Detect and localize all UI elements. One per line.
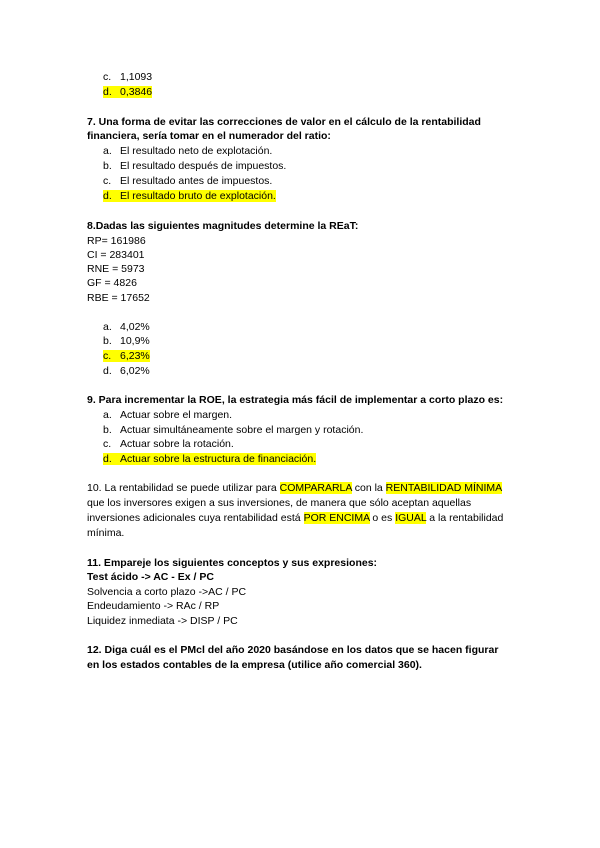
- q11-item-endeudamiento: Endeudamiento -> RAc / RP: [87, 600, 220, 612]
- q9-option-d: d. Actuar sobre la estructura de financiación.: [103, 453, 317, 465]
- q8-data-rne: RNE = 5973: [87, 263, 145, 275]
- q8-title: 8.Dadas las siguientes magnitudes determine la REaT:: [87, 220, 359, 232]
- q6-option-c: c. 1,1093: [103, 71, 153, 83]
- q6-option-d: d. 0,3846: [103, 86, 153, 98]
- q8-data-ci: CI = 283401: [87, 249, 145, 261]
- q12-line1: 12. Diga cuál es el PMcl del año 2020 basándose en los datos que se hacen figurar: [87, 644, 499, 656]
- q8-option-a: a. 4,02%: [103, 321, 150, 333]
- q9-option-a: a. Actuar sobre el margen.: [103, 409, 233, 421]
- q10-highlight-por-encima: POR ENCIMA: [303, 512, 370, 524]
- q11-item-liquidez: Liquidez inmediata -> DISP / PC: [87, 615, 238, 627]
- q8-data-rbe: RBE = 17652: [87, 292, 150, 304]
- q7-option-d: d. El resultado bruto de explotación.: [103, 190, 276, 202]
- q8-option-b: b. 10,9%: [103, 335, 150, 347]
- q9-option-b: b. Actuar simultáneamente sobre el margen y rotación.: [103, 424, 364, 436]
- q11-item-test-acido: Test ácido -> AC - Ex / PC: [87, 571, 214, 583]
- q9-title: 9. Para incrementar la ROE, la estrategia más fácil de implementar a corto plazo es:: [87, 394, 504, 406]
- q7-title-line1: 7. Una forma de evitar las correcciones de valor en el cálculo de la rentabilidad: [87, 116, 481, 128]
- q8-option-d: d. 6,02%: [103, 365, 150, 377]
- q10-line4: mínima.: [87, 527, 125, 539]
- q10-line2: que los inversores exigen a sus inversiones, de manera que sólo aceptan aquellas: [87, 497, 472, 509]
- q10-highlight-compararla: COMPARARLA: [279, 482, 352, 494]
- q8-option-c: c. 6,23%: [103, 350, 150, 362]
- q7-option-a: a. El resultado neto de explotación.: [103, 145, 273, 157]
- q8-data-rp: RP= 161986: [87, 235, 146, 247]
- q7-option-b: b. El resultado después de impuestos.: [103, 160, 287, 172]
- q10-line3: inversiones adicionales cuya rentabilidad está POR ENCIMA o es IGUAL a la rentabilidad: [87, 512, 504, 524]
- q7-option-c: c. El resultado antes de impuestos.: [103, 175, 273, 187]
- q9-option-c: c. Actuar sobre la rotación.: [103, 438, 234, 450]
- q11-item-solvencia: Solvencia a corto plazo ->AC / PC: [87, 586, 247, 598]
- q8-data-gf: GF = 4826: [87, 277, 137, 289]
- q11-title: 11. Empareje los siguientes conceptos y sus expresiones:: [87, 557, 378, 569]
- q10-line1: 10. La rentabilidad se puede utilizar para COMPARARLA con la RENTABILIDAD MÍNIMA: [87, 482, 503, 494]
- q12-line2: en los estados contables de la empresa (utilice año comercial 360).: [87, 659, 422, 671]
- q10-highlight-rentabilidad-minima: RENTABILIDAD MÍNIMA: [385, 482, 503, 494]
- q10-highlight-igual: IGUAL: [395, 512, 427, 524]
- q7-title-line2: financiera, sería tomar en el numerador del ratio:: [87, 130, 331, 142]
